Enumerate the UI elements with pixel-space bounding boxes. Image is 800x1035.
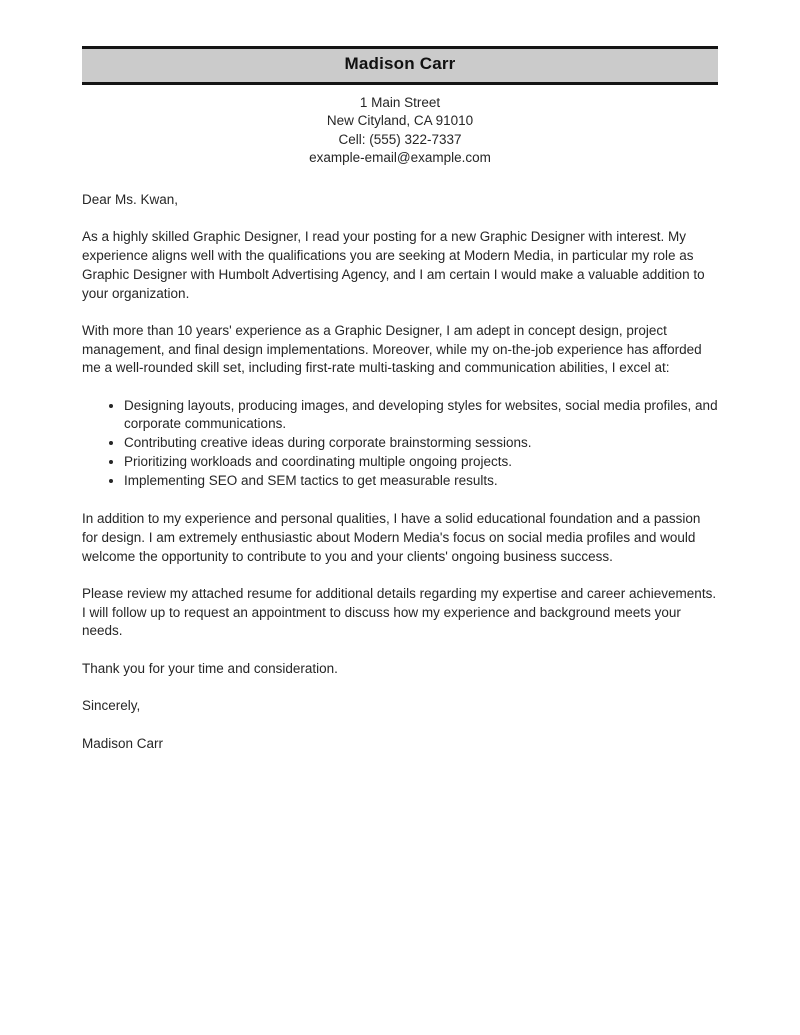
header-bar xyxy=(82,46,718,85)
address-line-email: example-email@example.com xyxy=(309,150,491,166)
salutation: Dear Ms. Kwan, xyxy=(82,192,179,208)
bullet-item-prioritizing: • Prioritizing workloads and coordinating multiple ongoing projects. xyxy=(124,453,718,472)
applicant-name-title: Madison Carr xyxy=(344,54,456,73)
paragraph-experience: With more than 10 years' experience as a Graphic Designer, I am adept in concept design, project management, and final design implementations. Moreover, while my on-the-job experience has afforded me a well-rounded skill set, including first-rate multi-tasking and communication abilities, I excel at: xyxy=(82,322,702,376)
bullet-item-designing: • Designing layouts, producing images, and developing styles for websites, social media profiles, and corporate communications. xyxy=(124,397,718,434)
address-line-city: New Cityland, CA 91010 xyxy=(326,113,474,129)
bullet-item-contributing: • Contributing creative ideas during corporate brainstorming sessions. xyxy=(124,434,718,453)
paragraph-education: In addition to my experience and personal qualities, I have a solid educational foundation and a passion for design. I am extremely enthusiastic about Modern Media's focus on social media profiles and would welcome the opportunity to contribute to you and your clients' ongoing business success. xyxy=(82,511,701,564)
address-line-street: 1 Main Street xyxy=(359,94,441,110)
signature-name: Madison Carr xyxy=(82,735,164,751)
paragraph-intro: As a highly skilled Graphic Designer, I read your posting for a new Graphic Designer with interest. My experience aligns well with the qualifications you are seeking at Modern Media, in particular my role as Graphic Designer with Humbolt Advertising Agency, and I am certain I would make a valuable addition to your organization. xyxy=(82,229,705,301)
letter-body xyxy=(82,191,718,753)
address-line-phone: Cell: (555) 322-7337 xyxy=(338,131,462,147)
closing: Sincerely, xyxy=(82,698,141,714)
skills-bullet-list xyxy=(82,397,718,491)
paragraph-resume: Please review my attached resume for additional details regarding my expertise and career achievements. I will follow up to request an appointment to discuss how my experience and background meets your needs. xyxy=(82,586,717,639)
contact-block xyxy=(82,94,718,168)
paragraph-thanks: Thank you for your time and consideration. xyxy=(82,660,338,676)
bullet-item-implementing: • Implementing SEO and SEM tactics to get measurable results. xyxy=(124,472,718,491)
